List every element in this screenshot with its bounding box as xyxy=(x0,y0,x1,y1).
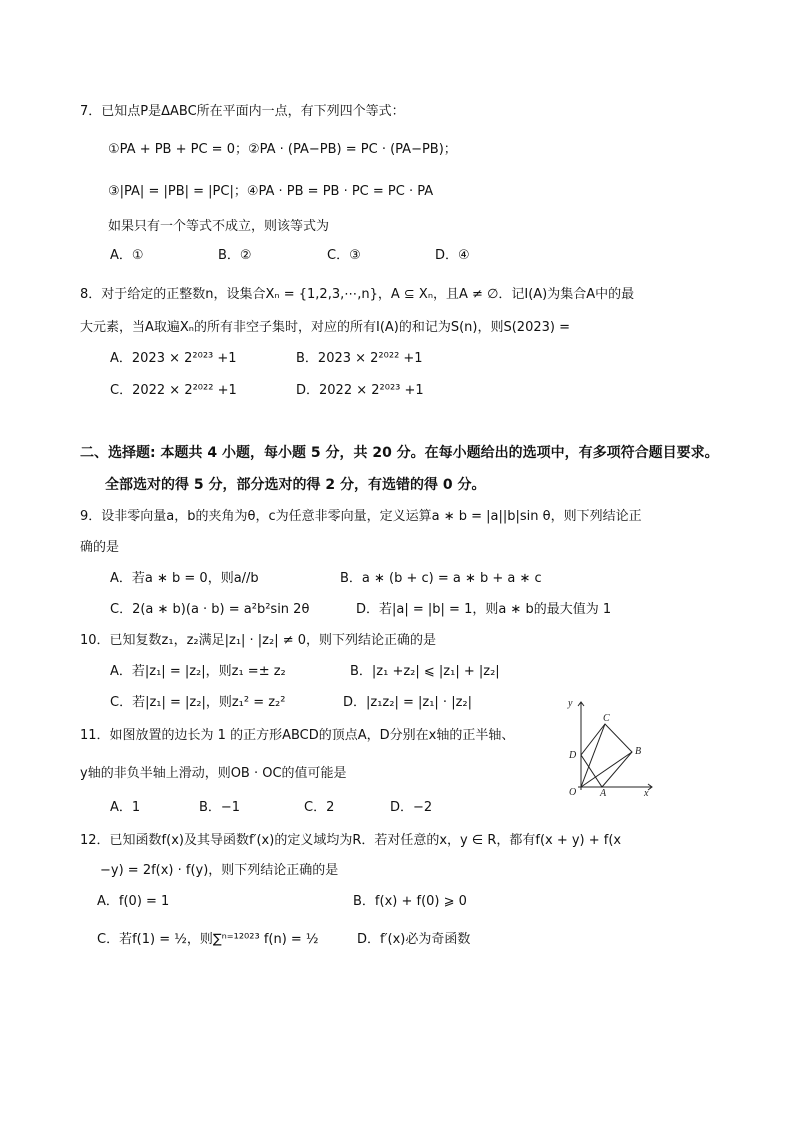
label-c: C xyxy=(603,713,610,724)
q8-option-d: D．2022 × 2²⁰²³ +1 xyxy=(296,383,424,398)
q12-option-d: D．f′(x)必为奇函数 xyxy=(357,932,471,947)
q12-option-c: C．若f(1) = ½，则∑ⁿ⁼¹²⁰²³ f(n) = ½ xyxy=(97,932,319,947)
q10-option-c: C．若|z₁| = |z₂|，则z₁² = z₂² xyxy=(110,695,286,710)
q10-option-a: A．若|z₁| = |z₂|，则z₁ =± z₂ xyxy=(110,664,286,679)
q7-equation-line-2: ③|PA| = |PB| = |PC|；④PA · PB = PB · PC = PC · PA xyxy=(108,184,434,199)
q12-option-a: A．f(0) = 1 xyxy=(97,894,170,909)
q11-option-b: B．−1 xyxy=(199,800,241,815)
q8-stem-1: 8．对于给定的正整数n，设集合Xₙ = {1,2,3,⋯,n}，A ⊆ Xₙ，且A ≠ ∅．记I(A)为集合A中的最 xyxy=(80,287,635,302)
q10-option-b: B．|z₁ +z₂| ⩽ |z₁| + |z₂| xyxy=(350,664,500,679)
q7-equation-line-1: ①PA + PB + PC = 0；②PA · (PA−PB) = PC · (PA−PB)； xyxy=(108,142,457,157)
q8-option-a: A．2023 × 2²⁰²³ +1 xyxy=(110,351,237,366)
q8-stem-2: 大元素，当A取遍Xₙ的所有非空子集时，对应的所有I(A)的和记为S(n)，则S(2023) = xyxy=(80,320,570,335)
label-d: D xyxy=(569,750,577,761)
label-b: B xyxy=(635,746,642,757)
q7-option-a: A．① xyxy=(110,248,144,263)
q7-option-d: D．④ xyxy=(435,248,470,263)
q11-stem-1: 11．如图放置的边长为 1 的正方形ABCD的顶点A，D分别在x轴的正半轴、 xyxy=(80,728,515,743)
label-a: A xyxy=(600,788,607,797)
label-x: x xyxy=(644,788,649,797)
q9-option-a: A．若a ∗ b = 0，则a//b xyxy=(110,571,259,586)
q9-option-d: D．若|a| = |b| = 1，则a ∗ b的最大值为 1 xyxy=(356,602,612,617)
q9-stem-1: 9．设非零向量a，b的夹角为θ，c为任意非零向量，定义运算a ∗ b = |a||b|sin θ，则下列结论正 xyxy=(80,509,642,524)
q10-option-d: D．|z₁z₂| = |z₁| · |z₂| xyxy=(343,695,472,710)
q11-stem-2: y轴的非负半轴上滑动，则OB · OC的值可能是 xyxy=(80,766,347,781)
q7-option-b: B．② xyxy=(218,248,252,263)
segment-oc xyxy=(581,724,605,787)
q7-condition: 如果只有一个等式不成立，则该等式为 xyxy=(108,219,330,234)
q9-option-c: C．2(a ∗ b)(a · b) = a²b²sin 2θ xyxy=(110,602,310,617)
q7-option-c: C．③ xyxy=(327,248,361,263)
q7-stem: 7．已知点P是ΔABC所在平面内一点，有下列四个等式： xyxy=(80,104,405,119)
q11-option-a: A．1 xyxy=(110,800,141,815)
q12-stem-1: 12．已知函数f(x)及其导函数f′(x)的定义域均为R．若对任意的x，y ∈ R，都有f(x + y) + f(x xyxy=(80,833,622,848)
q9-option-b: B．a ∗ (b + c) = a ∗ b + a ∗ c xyxy=(340,571,542,586)
q10-stem: 10．已知复数z₁，z₂满足|z₁| · |z₂| ≠ 0，则下列结论正确的是 xyxy=(80,633,437,648)
q11-option-d: D．−2 xyxy=(390,800,433,815)
section-2-heading-line-2: 全部选对的得 5 分，部分选对的得 2 分，有选错的得 0 分。 xyxy=(105,477,486,493)
q9-stem-2: 确的是 xyxy=(80,540,120,555)
q11-option-c: C．2 xyxy=(304,800,335,815)
q12-option-b: B．f(x) + f(0) ⩾ 0 xyxy=(353,894,467,909)
section-2-heading-line-1: 二、选择题: 本题共 4 小题，每小题 5 分，共 20 分。在每小题给出的选项中，有多项符合题目要求。 xyxy=(80,445,719,461)
q12-stem-2: −y) = 2f(x) · f(y)，则下列结论正确的是 xyxy=(100,863,339,878)
square-abcd xyxy=(581,724,632,787)
q8-option-c: C．2022 × 2²⁰²² +1 xyxy=(110,383,237,398)
q11-square-figure xyxy=(560,692,660,797)
q8-option-b: B．2023 × 2²⁰²² +1 xyxy=(296,351,423,366)
label-o: O xyxy=(569,787,577,797)
label-y: y xyxy=(568,698,573,709)
